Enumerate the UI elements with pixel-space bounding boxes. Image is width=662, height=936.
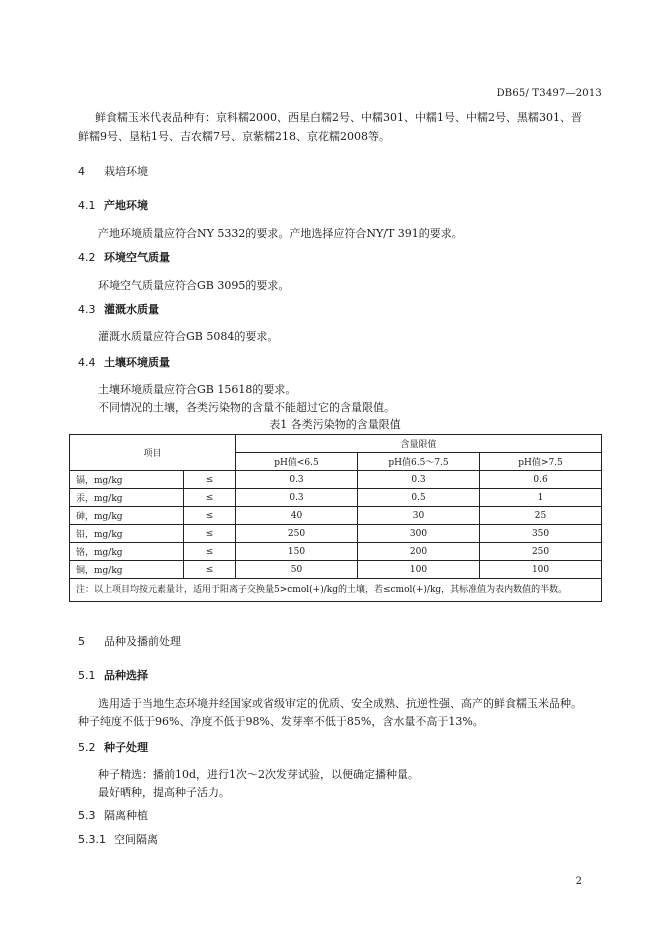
value-ph-high: 350	[480, 525, 602, 543]
value-ph-high: 100	[480, 561, 602, 579]
table-header-row	[70, 435, 602, 453]
value-ph-high: 1	[480, 489, 602, 507]
section-title: 隔离种植	[104, 809, 148, 822]
section-title: 空间隔离	[114, 833, 158, 846]
value-ph-mid: 30	[358, 507, 480, 525]
section-title: 品种选择	[104, 669, 148, 682]
section-5-1-line-2: 种子纯度不低于96%、净度不低于98%、发芽率不低于85%，含水量不高于13%。	[78, 715, 484, 728]
value-ph-mid: 0.3	[358, 471, 480, 489]
pollutant-name: 铜，mg/kg	[70, 561, 184, 579]
pollutant-limits-table	[69, 434, 602, 602]
table-note-row	[70, 579, 602, 602]
pollutant-name: 镉，mg/kg	[70, 471, 184, 489]
value-ph-high: 25	[480, 507, 602, 525]
section-title: 产地环境	[104, 199, 148, 212]
table-row	[70, 507, 602, 525]
header-ph-low: pH值<6.5	[236, 453, 358, 471]
section-4-4-heading	[78, 354, 170, 370]
pollutant-name: 砷，mg/kg	[70, 507, 184, 525]
section-4-4-body-2: 不同情况的土壤，各类污染物的含量不能超过它的含量限值。	[98, 401, 395, 414]
value-ph-mid: 300	[358, 525, 480, 543]
operator: ≤	[184, 507, 236, 525]
table-row	[70, 561, 602, 579]
section-title: 栽培环境	[104, 165, 148, 178]
value-ph-low: 40	[236, 507, 358, 525]
header-ph-high: pH值>7.5	[480, 453, 602, 471]
value-ph-high: 0.6	[480, 471, 602, 489]
section-4-heading	[78, 163, 148, 179]
table-row	[70, 525, 602, 543]
section-number: 4.4	[78, 356, 96, 369]
value-ph-low: 250	[236, 525, 358, 543]
section-title: 种子处理	[104, 741, 148, 754]
section-number: 4.2	[78, 251, 96, 264]
section-4-4-body-1: 土壤环境质量应符合GB 15618的要求。	[98, 383, 297, 396]
table-row	[70, 543, 602, 561]
table-note: 注：以上项目均按元素量计，适用于阳离子交换量5>cmol(+)/kg的土壤，若≤cmol(+)/kg，其标准值为表内数值的半数。	[70, 579, 602, 602]
header-limit: 含量限值	[236, 435, 602, 453]
intro-line-1: 鲜食糯玉米代表品种有：京科糯2000、西星白糯2号、中糯301、中糯1号、中糯2号、黑糯301、晋	[95, 111, 582, 124]
section-4-1-heading	[78, 197, 148, 213]
header-ph-mid: pH值6.5～7.5	[358, 453, 480, 471]
value-ph-mid: 100	[358, 561, 480, 579]
section-5-2-heading	[78, 739, 148, 755]
pollutant-name: 汞，mg/kg	[70, 489, 184, 507]
section-number: 4.1	[78, 199, 96, 212]
section-4-3-body: 灌溉水质量应符合GB 5084的要求。	[98, 330, 279, 343]
table-1	[69, 416, 601, 602]
table-caption: 表1 各类污染物的含量限值	[269, 418, 401, 431]
value-ph-mid: 0.5	[358, 489, 480, 507]
section-5-heading	[78, 633, 181, 649]
value-ph-low: 0.3	[236, 471, 358, 489]
section-5-2-line-2: 最好晒种，提高种子活力。	[98, 786, 230, 799]
section-number: 5.3.1	[78, 833, 106, 846]
section-title: 环境空气质量	[104, 251, 170, 264]
operator: ≤	[184, 525, 236, 543]
pollutant-name: 铅，mg/kg	[70, 525, 184, 543]
operator: ≤	[184, 561, 236, 579]
page-number: 2	[575, 876, 582, 887]
section-5-2-line-1: 种子精选：播前10d，进行1次～2次发芽试验，以便确定播种量。	[98, 768, 420, 781]
header-item: 项目	[70, 435, 236, 471]
section-4-2-heading	[78, 249, 170, 265]
document-code: DB65/ T3497—2013	[496, 88, 602, 99]
section-5-3-1-heading	[78, 831, 158, 847]
section-title: 品种及播前处理	[104, 635, 181, 648]
value-ph-high: 250	[480, 543, 602, 561]
section-5-1-line-1: 选用适于当地生态环境并经国家或省级审定的优质、安全成熟、抗逆性强、高产的鲜食糯玉米品种。	[98, 697, 582, 710]
section-number: 4	[78, 165, 85, 178]
section-number: 5.2	[78, 741, 96, 754]
section-4-3-heading	[78, 301, 159, 317]
operator: ≤	[184, 489, 236, 507]
value-ph-low: 0.3	[236, 489, 358, 507]
intro-line-2: 鲜糯9号、垦粘1号、吉农糯7号、京紫糯218、京花糯2008等。	[78, 130, 390, 143]
section-number: 5.3	[78, 809, 96, 822]
section-title: 土壤环境质量	[104, 356, 170, 369]
section-4-1-body: 产地环境质量应符合NY 5332的要求。产地选择应符合NY/T 391的要求。	[98, 227, 463, 240]
section-number: 5.1	[78, 669, 96, 682]
table-row	[70, 489, 602, 507]
section-number: 5	[78, 635, 85, 648]
section-number: 4.3	[78, 303, 96, 316]
table-row	[70, 471, 602, 489]
pollutant-name: 铬，mg/kg	[70, 543, 184, 561]
section-5-1-heading	[78, 667, 148, 683]
section-title: 灌溉水质量	[104, 303, 159, 316]
value-ph-low: 50	[236, 561, 358, 579]
section-4-2-body: 环境空气质量应符合GB 3095的要求。	[98, 279, 290, 292]
operator: ≤	[184, 543, 236, 561]
value-ph-mid: 200	[358, 543, 480, 561]
operator: ≤	[184, 471, 236, 489]
section-5-3-heading	[78, 807, 148, 823]
value-ph-low: 150	[236, 543, 358, 561]
